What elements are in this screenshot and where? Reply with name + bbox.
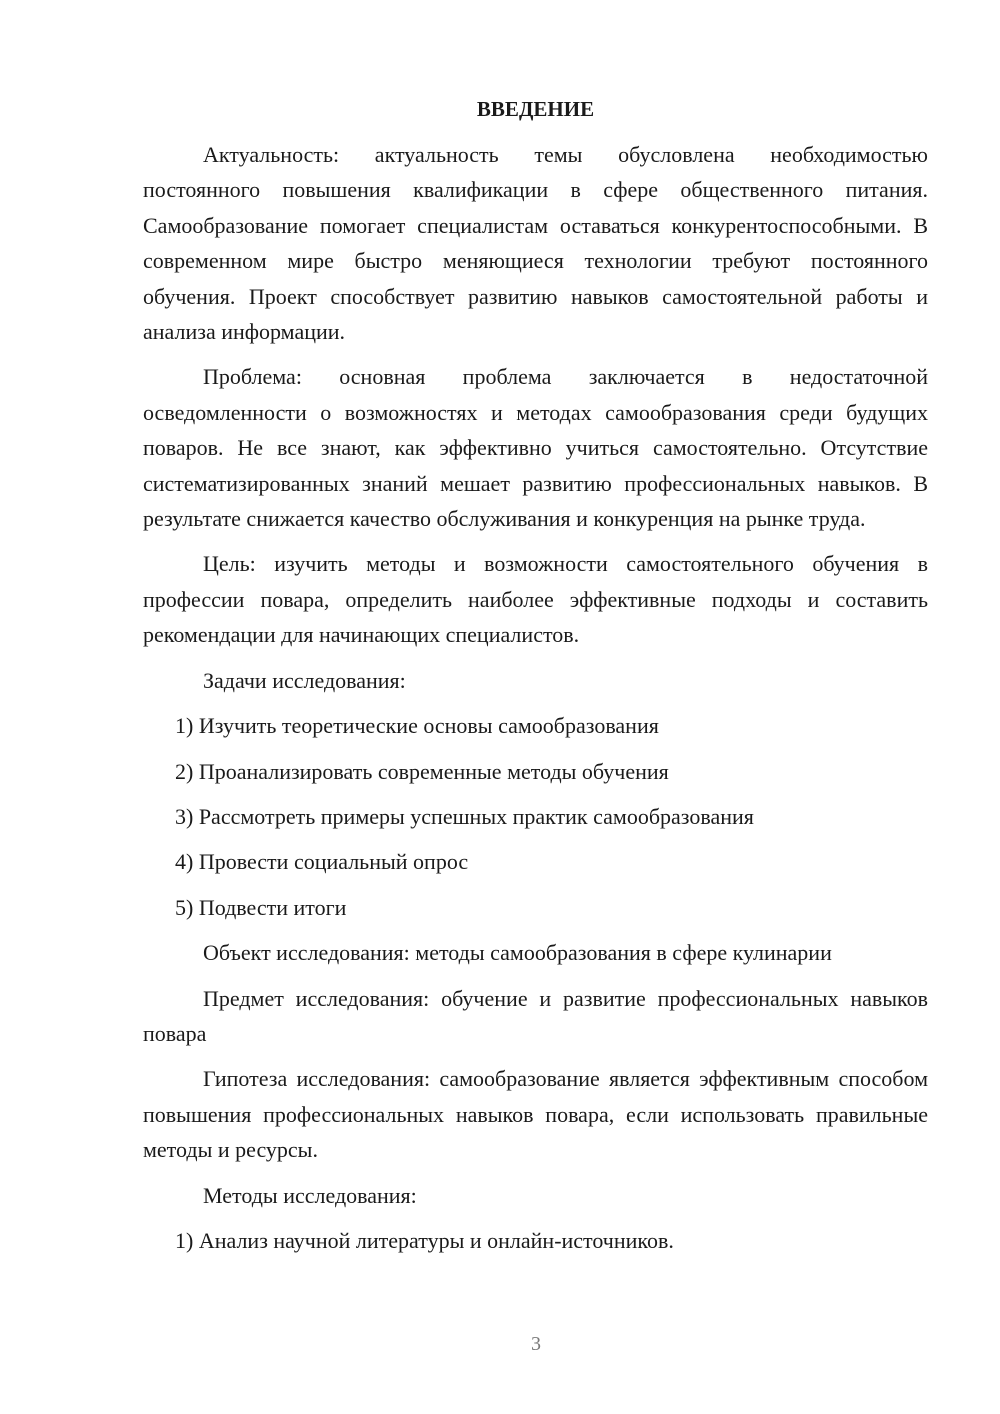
task-item: 3) Рассмотреть примеры успешных практик самообразования [175, 803, 754, 829]
tasks-heading: Задачи исследования: [203, 667, 406, 693]
problem-paragraph: Проблема: основная проблема заключается в недостаточной осведомленности о возможностях и методах самообразования среди будущих поваров. Не все знают, как эффективно учиться самостоятельно. Отсутствие систематизированных знаний мешает развитию профессиональных навыков. В результате снижается качество обслуживания и конкуренция на рынке труда. [143, 364, 928, 532]
task-item: 4) Провести социальный опрос [175, 849, 469, 875]
tasks-list [143, 708, 928, 925]
task-item: 5) Подвести итоги [175, 894, 347, 920]
method-item: 1) Анализ научной литературы и онлайн-источников. [175, 1227, 674, 1253]
hypothesis-paragraph: Гипотеза исследования: самообразование является эффективным способом повышения профессиональных навыков повара, если использовать правильные методы и ресурсы. [143, 1066, 928, 1163]
page-number: 3 [531, 1333, 541, 1355]
subject-paragraph: Предмет исследования: обучение и развитие профессиональных навыков повара [143, 985, 928, 1046]
methods-heading: Методы исследования: [203, 1182, 417, 1208]
task-item: 1) Изучить теоретические основы самообразования [175, 713, 659, 739]
methods-list [143, 1223, 928, 1258]
object-paragraph: Объект исследования: методы самообразования в сфере кулинарии [203, 940, 832, 966]
relevance-paragraph: Актуальность: актуальность темы обусловлена необходимостью постоянного повышения квалификации в сфере общественного питания. Самообразование помогает специалистам оставаться конкурентоспособными. В современном мире быстро меняющиеся технологии требуют постоянного обучения. Проект способствует развитию навыков самостоятельной работы и анализа информации. [143, 142, 928, 345]
goal-paragraph: Цель: изучить методы и возможности самостоятельного обучения в профессии повара, определить наиболее эффективные подходы и составить рекомендации для начинающих специалистов. [143, 551, 928, 648]
task-item: 2) Проанализировать современные методы обучения [175, 758, 669, 784]
page-body [143, 92, 928, 1268]
page-title: ВВЕДЕНИЕ [476, 97, 595, 121]
